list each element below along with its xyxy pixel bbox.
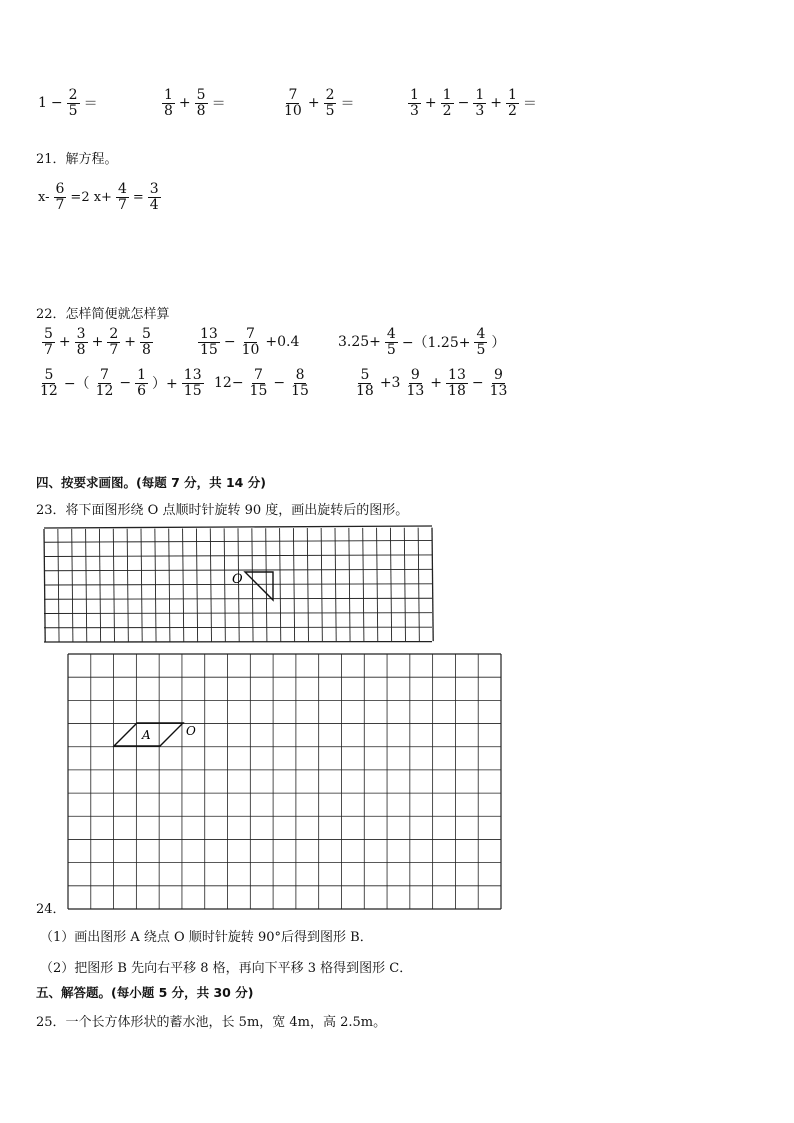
fraction-denominator: 12 xyxy=(40,382,58,399)
fraction-denominator: 8 xyxy=(141,341,151,358)
fraction-denominator: 3 xyxy=(410,102,419,119)
fraction-denominator: 10 xyxy=(284,102,302,119)
q24-item-2: （2）把图形 B 先向右平移 8 格，再向下平移 3 格得到图形 C． xyxy=(40,961,413,976)
fraction-numerator: 4 xyxy=(476,326,486,342)
expr-text: ） xyxy=(491,335,506,352)
fraction-denominator: 4 xyxy=(149,196,159,213)
fraction-numerator: 9 xyxy=(494,367,503,383)
fraction-denominator: 5 xyxy=(68,102,78,119)
q25-text: 25．一个长方体形状的蓄水池，长 5m，宽 4m，高 2.5m。 xyxy=(36,1015,387,1030)
expr-text: x- xyxy=(38,189,50,205)
expr-text: − xyxy=(223,334,236,351)
expr-text: − xyxy=(50,95,63,112)
fraction-numerator: 13 xyxy=(200,326,218,342)
fraction-numerator: 7 xyxy=(254,367,263,383)
fraction-numerator: 1 xyxy=(164,87,173,103)
fraction-denominator: 7 xyxy=(109,341,119,358)
q22-title: 22．怎样简便就怎样算 xyxy=(36,307,170,322)
fraction-denominator: 2 xyxy=(442,102,452,119)
expr-text: ＝ xyxy=(83,96,98,113)
fraction-numerator: 3 xyxy=(149,181,159,197)
expr-text: +3 xyxy=(379,375,401,392)
fraction-numerator: 2 xyxy=(325,87,335,103)
expr-text: + xyxy=(124,334,136,351)
expr-text: + xyxy=(307,95,320,112)
fraction-numerator: 1 xyxy=(137,367,147,383)
expr-text: − xyxy=(471,375,484,392)
fraction-denominator: 15 xyxy=(200,341,218,358)
expr-text: + xyxy=(424,95,437,112)
fraction-numerator: 7 xyxy=(100,367,109,383)
fraction-numerator: 5 xyxy=(44,367,54,383)
expr-text: =2 x+ xyxy=(70,189,112,205)
fraction-denominator: 13 xyxy=(406,382,425,399)
fraction-numerator: 4 xyxy=(117,181,127,197)
fraction-denominator: 5 xyxy=(386,341,396,358)
expr-text: − xyxy=(273,375,286,392)
fraction-denominator: 5 xyxy=(476,341,486,358)
expr-text: + xyxy=(490,95,502,112)
fraction-numerator: 6 xyxy=(55,181,65,197)
expr-text: − xyxy=(119,375,132,392)
section-5-heading: 五、解答题。(每小题 5 分，共 30 分) xyxy=(36,985,254,1000)
fraction-denominator: 7 xyxy=(55,196,65,213)
fraction-denominator: 7 xyxy=(44,341,53,358)
expr-text: 3.25+ xyxy=(338,334,381,351)
expr-text: + xyxy=(178,95,191,112)
fraction-denominator: 6 xyxy=(137,382,147,399)
expr-text: +0.4 xyxy=(265,334,300,351)
fraction-denominator: 5 xyxy=(325,102,335,119)
fraction-denominator: 18 xyxy=(448,382,466,399)
fraction-denominator: 15 xyxy=(291,382,309,399)
fraction-numerator: 8 xyxy=(295,367,305,383)
expr-text: −（ xyxy=(63,376,90,393)
fraction-numerator: 3 xyxy=(76,326,86,342)
fraction-numerator: 1 xyxy=(410,87,419,103)
q24-number: 24． xyxy=(36,902,66,917)
expr-text: ＝ xyxy=(522,96,537,113)
q21-title: 21．解方程。 xyxy=(36,152,118,167)
fraction-numerator: 13 xyxy=(448,367,466,383)
fraction-denominator: 3 xyxy=(475,102,485,119)
expr-text: + xyxy=(91,334,104,351)
q24-label-a: A xyxy=(142,728,151,742)
q23-title: 23．将下面图形绕 O 点顺时针旋转 90 度，画出旋转后的图形。 xyxy=(36,503,409,518)
fraction-denominator: 10 xyxy=(241,341,260,358)
fraction-numerator: 1 xyxy=(475,87,485,103)
fraction-numerator: 5 xyxy=(141,326,151,342)
expr-text: −（1.25+ xyxy=(401,335,471,352)
fraction-denominator: 15 xyxy=(183,382,202,399)
expr-text: ）+ xyxy=(152,376,178,393)
fraction-denominator: 12 xyxy=(95,382,114,399)
expr-text: + xyxy=(430,375,443,392)
fraction-numerator: 1 xyxy=(507,87,517,103)
fraction-numerator: 2 xyxy=(109,326,119,342)
fraction-numerator: 13 xyxy=(183,367,202,383)
fraction-denominator: 13 xyxy=(489,382,508,399)
fraction-numerator: 5 xyxy=(196,87,206,103)
fraction-denominator: 8 xyxy=(196,102,206,119)
fraction-numerator: 1 xyxy=(442,87,452,103)
fraction-numerator: 9 xyxy=(410,367,420,383)
fraction-numerator: 7 xyxy=(246,326,255,342)
expr-text: − xyxy=(457,95,470,112)
expr-text: ＝ xyxy=(340,96,355,113)
expr-text: 12− xyxy=(214,375,244,392)
q24-item-1: （1）画出图形 A 绕点 O 顺时针旋转 90°后得到图形 B． xyxy=(40,930,373,945)
q23-point-o: O xyxy=(232,572,243,587)
fraction-numerator: 5 xyxy=(44,326,53,342)
section-4-heading: 四、按要求画图。(每题 7 分，共 14 分) xyxy=(36,475,266,490)
fraction-numerator: 4 xyxy=(386,326,396,342)
expr-text: = xyxy=(132,189,144,205)
expr-text: ＝ xyxy=(211,96,226,113)
q24-point-o: O xyxy=(186,724,196,738)
fraction-denominator: 7 xyxy=(117,196,127,213)
fraction-denominator: 18 xyxy=(356,382,374,399)
expr-text: + xyxy=(58,334,71,351)
fraction-numerator: 7 xyxy=(288,87,298,103)
fraction-numerator: 2 xyxy=(68,87,78,103)
expr-text: 1 xyxy=(38,95,47,112)
fraction-denominator: 8 xyxy=(76,341,86,358)
fraction-denominator: 15 xyxy=(249,382,268,399)
fraction-numerator: 5 xyxy=(360,367,370,383)
fraction-denominator: 8 xyxy=(164,102,173,119)
fraction-denominator: 2 xyxy=(507,102,517,119)
